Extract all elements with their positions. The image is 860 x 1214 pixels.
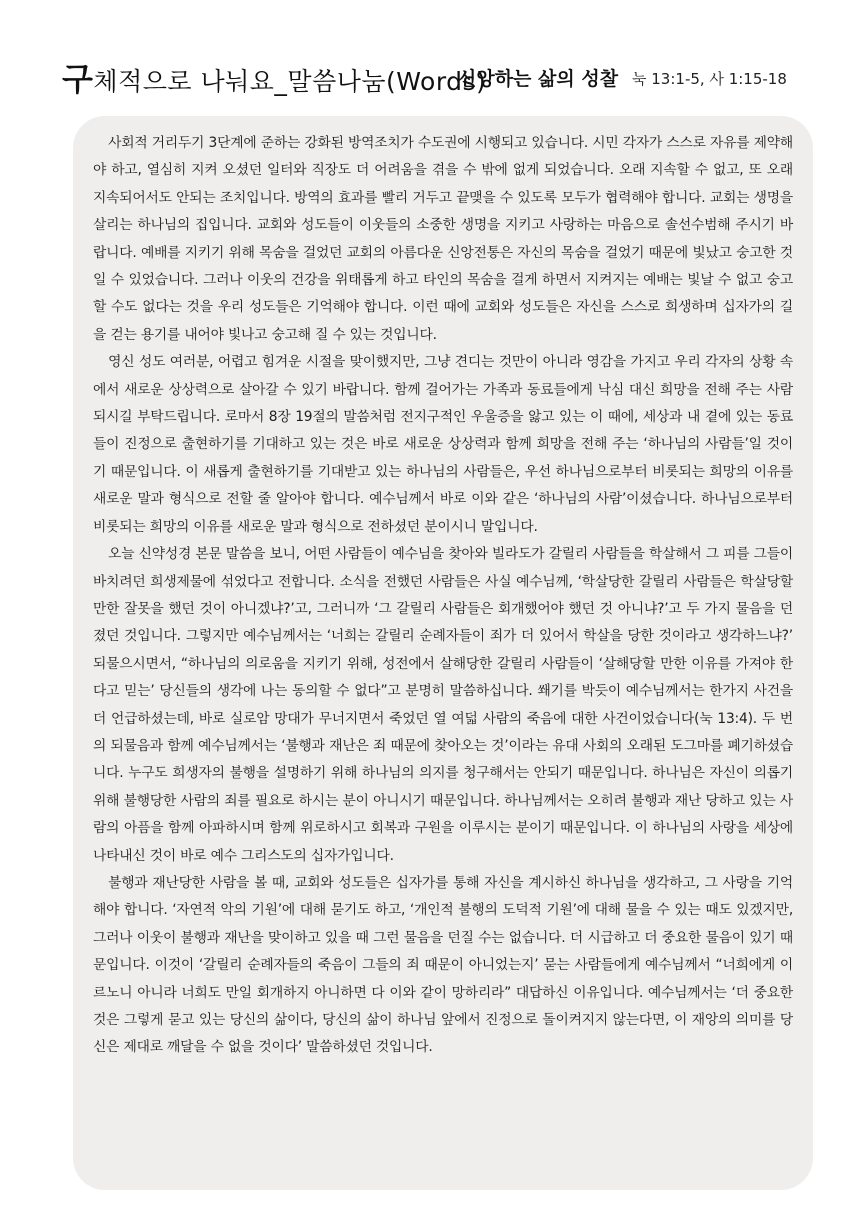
paragraph-1: 사회적 거리두기 3단계에 준하는 강화된 방역조치가 수도권에 시행되고 있습니다. 시민 각자가 스스로 자유를 제약해야 하고, 열심히 지켜 오셨던 일터와 직장도 더 어려움을 겪을 수 밖에 없게 되었습니다. 오래 지속할 수 없고, 또 오래 지속되어서도 안되는 조치입니다. 방역의 효과를 빨리 거두고 끝맺을 수 있도록 모두가 협력해야 합니다. 교회는 생명을 살리는 하나님의 집입니다. 교회와 성도들이 이웃들의 소중한 생명을 지키고 사랑하는 마음으로 솔선수범해 주시기 바랍니다. 예배를 지키기 위해 목숨을 걸었던 교회의 아름다운 신앙전통은 자신의 목숨을 걸었기 때문에 빛났고 숭고한 것일 수 있었습니다. 그러나 이웃의 건강을 위태롭게 하고 타인의 목숨을 걸게 하면서 지켜지는 예배는 빛날 수 없고 숭고할 수도 없다는 것을 우리 성도들은 기억해야 합니다. 이런 때에 교회와 성도들은 자신을 스스로 희생하며 십자가의 길을 걷는 용기를 내어야 빛나고 숭고해 질 수 있는 것입니다. bbox=[93, 135, 793, 343]
page-header bbox=[62, 50, 822, 100]
scripture-reference: 눅 13:1-5, 사 1:15-18 bbox=[632, 70, 787, 88]
paragraph-3: 오늘 신약성경 본문 말씀을 보니, 어떤 사람들이 예수님을 찾아와 빌라도가 갈릴리 사람들을 학살해서 그 피를 그들이 바치려던 희생제물에 섞었다고 전합니다. 소식을 전했던 사람들은 사실 예수님께, ‘학살당한 갈릴리 사람들은 학살당할만한 잘못을 했던 것이 아니겠냐?’고, 그러니까 ‘그 갈릴리 사람들은 회개했어야 했던 것 아니냐?’고 두 가지 물음을 던졌던 것입니다. 그렇지만 예수님께서는 ‘너희는 갈릴리 순례자들이 죄가 더 있어서 학살을 당한 것이라고 생각하느냐?’ 되물으시면서, “하나님의 의로움을 지키기 위해, 성전에서 살해당한 갈릴리 사람들이 ‘살해당할 만한 이유를 가져야 한다고 믿는’ 당신들의 생각에 나는 동의할 수 없다”고 분명히 말씀하십니다. 쐐기를 박듯이 예수님께서는 한가지 사건을 더 언급하셨는데, 바로 실로암 망대가 무너지면서 죽었던 열 여덟 사람의 죽음에 대한 사건이었습니다(눅 13:4). 두 번의 되물음과 함께 예수님께서는 ‘불행과 재난은 죄 때문에 찾아오는 것’이라는 유대 사회의 오래된 도그마를 폐기하셨습니다. 누구도 희생자의 불행을 설명하기 위해 하나님의 의지를 청구해서는 안되기 때문입니다. 하나님은 자신이 의롭기 위해 불행당한 사람의 죄를 필요로 하시는 분이 아니시기 때문입니다. 하나님께서는 오히려 불행과 재난 당하고 있는 사람의 아픔을 함께 아파하시며 함께 위로하시고 회복과 구원을 이루시는 분이기 때문입니다. 이 하나님의 사랑을 세상에 나타내신 것이 바로 예수 그리스도의 십자가입니다. bbox=[93, 546, 793, 864]
section-title-initial: 구 bbox=[62, 60, 94, 98]
paragraph-4: 불행과 재난당한 사람을 볼 때, 교회와 성도들은 십자가를 통해 자신을 계시하신 하나님을 생각하고, 그 사랑을 기억해야 합니다. ‘자연적 악의 기원’에 대해 묻기도 하고, ‘개인적 불행의 도덕적 기원’에 대해 물을 수 있는 때도 있겠지만, 그러나 이웃이 불행과 재난을 맞이하고 있을 때 그런 물음을 던질 수는 없습니다. 더 시급하고 더 중요한 물음이 있기 때문입니다. 이것이 ‘갈릴리 순례자들의 죽음이 그들의 죄 때문이 아니었는지’ 묻는 사람들에게 예수님께서 “너희에게 이르노니 아니라 너희도 만일 회개하지 아니하면 다 이와 같이 망하리라” 대답하신 이유입니다. 예수님께서는 ‘더 중요한 것은 그렇게 묻고 있는 당신의 삶이다, 당신의 삶이 하나님 앞에서 진정으로 돌이켜지지 않는다면, 이 재앙의 의미를 당신은 제대로 깨달을 수 없을 것이다’ 말씀하셨던 것입니다. bbox=[93, 874, 793, 1056]
section-title bbox=[62, 54, 486, 100]
sermon-title: 신앙하는 삶의 성찰 bbox=[458, 68, 619, 90]
sermon-text-box bbox=[73, 116, 813, 1190]
paragraph-2: 영신 성도 여러분, 어렵고 힘겨운 시절을 맞이했지만, 그냥 견디는 것만이 아니라 영감을 가지고 우리 각자의 상황 속에서 새로운 상상력으로 살아갈 수 있기 바랍니다. 함께 걸어가는 가족과 동료들에게 낙심 대신 희망을 전해 주는 사람 되시길 부탁드립니다. 로마서 8장 19절의 말씀처럼 전지구적인 우울증을 앓고 있는 이 때에, 세상과 내 곁에 있는 동료들이 진정으로 출현하기를 기대하고 있는 것은 바로 새로운 상상력과 함께 희망을 전해 주는 ‘하나님의 사람들’일 것이기 때문입니다. 이 새롭게 출현하기를 기대받고 있는 하나님의 사람들은, 우선 하나님으로부터 비롯되는 희망의 이유를 새로운 말과 형식으로 전할 줄 알아야 합니다. 예수님께서 바로 이와 같은 ‘하나님의 사람’이셨습니다. 하나님으로부터 비롯되는 희망의 이유를 새로운 말과 형식으로 전하셨던 분이시니 말입니다. bbox=[93, 354, 793, 535]
section-title-text: 체적으로 나눠요_말씀나눔(Words) bbox=[93, 67, 487, 96]
